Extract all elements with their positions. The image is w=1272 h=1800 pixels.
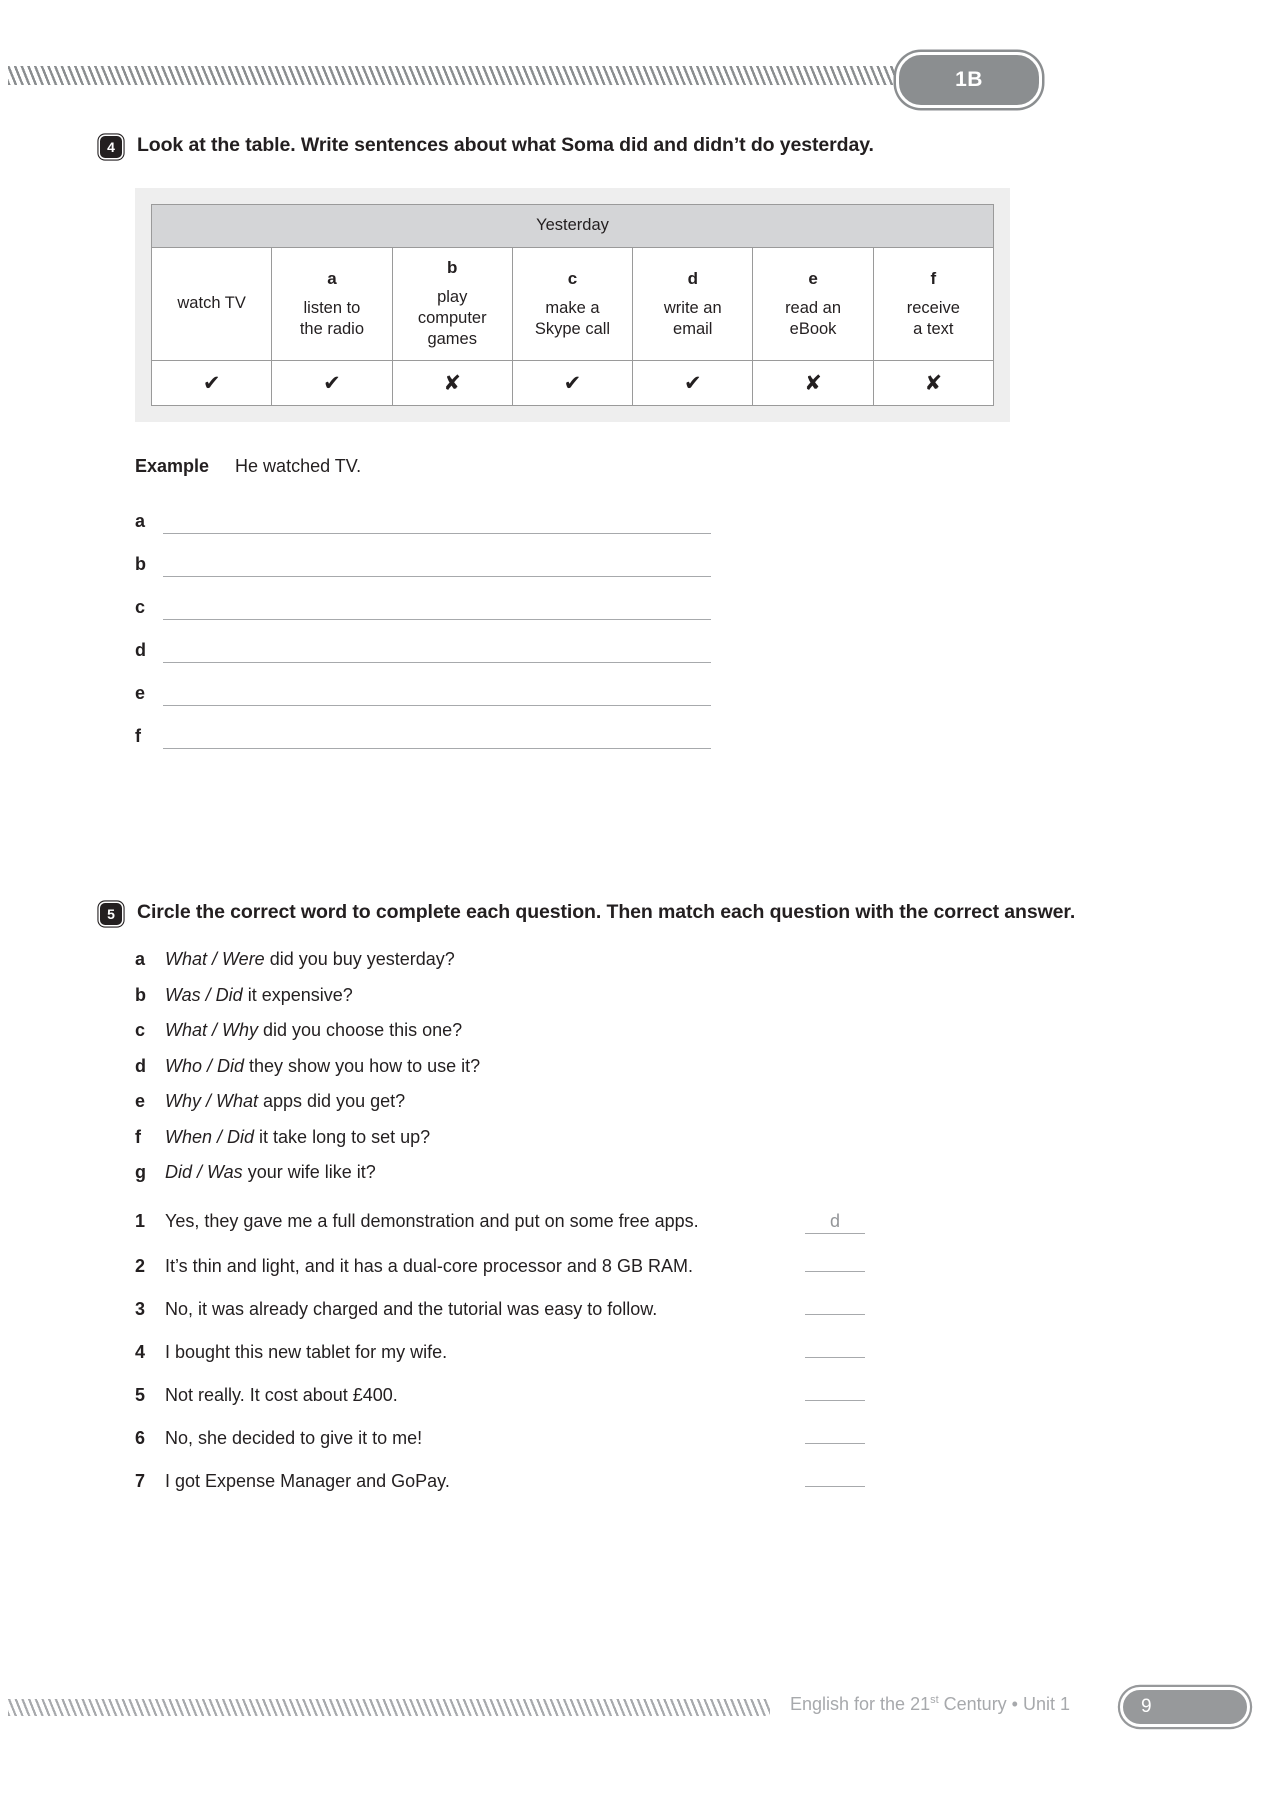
question-remainder: it expensive? — [242, 984, 353, 1005]
mark-glyph: ✔ — [563, 370, 582, 395]
answer-blank-letter: b — [135, 554, 146, 574]
example-sentence: He watched TV. — [235, 456, 362, 476]
table-activity-text: eBook — [789, 319, 837, 338]
soma-table-container — [135, 188, 1010, 422]
table-column-letter: e — [808, 269, 818, 289]
question-text — [165, 1162, 376, 1183]
mark-glyph: ✘ — [804, 370, 822, 395]
page-number-badge: 9 — [1120, 1687, 1250, 1727]
match-blank[interactable] — [805, 1379, 865, 1401]
answer-number: 1 — [135, 1211, 146, 1231]
page-header — [0, 52, 1272, 108]
exercise-5 — [100, 900, 1160, 1508]
answer-text: I bought this new tablet for my wife. — [165, 1342, 448, 1362]
unit-badge: 1B — [896, 52, 1042, 108]
mark-glyph: ✔ — [202, 370, 221, 395]
answer-blank-row — [135, 706, 1160, 749]
answer-number: 6 — [135, 1428, 146, 1448]
match-blank[interactable] — [805, 1336, 865, 1358]
answer-text: No, she decided to give it to me! — [165, 1428, 423, 1448]
answer-row — [135, 1422, 1160, 1449]
answer-text: It’s thin and light, and it has a dual-core processor and 8 GB RAM. — [165, 1256, 693, 1276]
table-activity-text: read an — [785, 298, 842, 317]
answer-blank-row — [135, 620, 1160, 663]
table-activity-cell-e — [753, 248, 873, 361]
answer-write-line[interactable] — [163, 661, 711, 663]
example-row — [135, 456, 1160, 477]
page-footer — [0, 1680, 1272, 1740]
table-activity-cell-c — [512, 248, 632, 361]
question-letter: c — [135, 1020, 146, 1040]
answer-row — [135, 1379, 1160, 1406]
answer-write-line[interactable] — [163, 575, 711, 577]
table-column-letter: a — [327, 269, 337, 289]
match-blank[interactable] — [805, 1250, 865, 1272]
footer-series-post: Century • Unit 1 — [938, 1694, 1071, 1714]
table-caption-row — [152, 205, 994, 248]
answer-text: Yes, they gave me a full demonstration and put on some free apps. — [165, 1211, 699, 1231]
table-activity-cell-d — [633, 248, 753, 361]
table-activity-row — [152, 248, 994, 361]
match-blank[interactable] — [805, 1465, 865, 1487]
answer-row — [135, 1250, 1160, 1277]
cross-icon — [873, 361, 993, 406]
question-choice-pair[interactable]: What / Why — [165, 1020, 259, 1040]
question-letter: b — [135, 984, 146, 1005]
answer-row — [135, 1293, 1160, 1320]
table-activity-text: a text — [913, 319, 954, 338]
mark-glyph: ✔ — [323, 370, 341, 395]
table-activity-text: listen to — [303, 298, 361, 317]
footer-hatch-rule — [8, 1697, 770, 1718]
exercise-5-instruction: Circle the correct word to complete each question. Then match each question with the correct answer. — [137, 901, 1076, 923]
exercise-5-number-badge: 5 — [100, 903, 122, 925]
answer-number: 5 — [135, 1385, 146, 1405]
answer-write-line[interactable] — [163, 532, 711, 534]
footer-series-ordinal: st — [930, 1694, 939, 1706]
mark-glyph: ✔ — [683, 370, 702, 395]
question-choice-pair[interactable]: Why / What — [165, 1091, 259, 1111]
question-remainder: your wife like it? — [242, 1162, 376, 1182]
table-activity-text: games — [427, 330, 477, 349]
check-icon — [152, 361, 272, 406]
table-column-letter: f — [930, 269, 937, 289]
check-icon — [512, 361, 632, 406]
question-text — [165, 1056, 480, 1077]
table-activity-text: play — [437, 288, 468, 307]
cross-icon — [753, 361, 873, 406]
answer-row — [135, 1336, 1160, 1363]
table-activity-text: email — [673, 319, 713, 338]
table-column-letter: c — [567, 269, 578, 289]
answer-row — [135, 1211, 1160, 1234]
question-row — [135, 949, 1160, 970]
table-activity-text: write an — [663, 298, 722, 317]
header-hatch-rule — [8, 64, 1038, 87]
mark-glyph: ✘ — [443, 370, 461, 395]
question-choice-pair[interactable]: When / Did — [165, 1126, 255, 1147]
answer-write-line[interactable] — [163, 704, 711, 706]
table-activity-text: receive — [906, 298, 960, 317]
table-activity-text: watch TV — [177, 294, 246, 313]
table-caption-cell: Yesterday — [152, 205, 994, 248]
question-text — [165, 1127, 430, 1148]
example-label: Example — [135, 456, 210, 476]
answer-blank-list — [135, 491, 1160, 749]
table-mark-row — [152, 361, 994, 406]
question-remainder: it take long to set up? — [254, 1126, 431, 1147]
question-letter: a — [135, 949, 146, 969]
question-remainder: did you buy yesterday? — [264, 949, 455, 969]
match-blank[interactable]: d — [805, 1212, 865, 1234]
question-text — [165, 985, 353, 1006]
exercise-4-heading — [100, 133, 1160, 158]
exercise-4-number-badge: 4 — [100, 136, 122, 158]
question-remainder: apps did you get? — [258, 1091, 406, 1111]
question-row — [135, 1091, 1160, 1112]
answer-number: 3 — [135, 1299, 146, 1319]
match-blank[interactable] — [805, 1422, 865, 1444]
question-row — [135, 1020, 1160, 1041]
question-row — [135, 1162, 1160, 1183]
question-choice-pair[interactable]: Did / Was — [165, 1162, 243, 1182]
answer-blank-letter: c — [135, 597, 146, 617]
check-icon — [633, 361, 753, 406]
question-letter: g — [135, 1162, 146, 1182]
soma-activity-table — [151, 204, 994, 406]
question-remainder: did you choose this one? — [258, 1020, 463, 1040]
question-remainder: they show you how to use it? — [244, 1055, 481, 1076]
table-activity-text: make a — [545, 298, 600, 317]
answer-write-line[interactable] — [163, 618, 711, 620]
table-activity-cell-example — [152, 248, 272, 361]
check-icon — [272, 361, 392, 406]
question-list — [135, 949, 1160, 1183]
answer-blank-letter: f — [135, 726, 141, 746]
table-column-letter: d — [687, 269, 698, 289]
question-text — [165, 1020, 462, 1041]
answer-row — [135, 1465, 1160, 1492]
question-row — [135, 1056, 1160, 1077]
answer-text: I got Expense Manager and GoPay. — [165, 1471, 450, 1491]
answer-blank-row — [135, 663, 1160, 706]
table-activity-text: Skype call — [534, 319, 611, 338]
question-choice-pair[interactable]: Was / Did — [165, 984, 243, 1005]
answer-list — [135, 1211, 1160, 1492]
answer-text: Not really. It cost about £400. — [165, 1385, 398, 1405]
answer-blank-letter: a — [135, 511, 146, 531]
answer-number: 4 — [135, 1342, 146, 1362]
exercise-5-heading — [100, 900, 1160, 925]
question-letter: d — [135, 1055, 146, 1076]
match-blank[interactable] — [805, 1293, 865, 1315]
exercise-4 — [100, 133, 1160, 749]
question-text — [165, 949, 455, 970]
table-activity-cell-b — [392, 248, 512, 361]
answer-blank-letter: e — [135, 683, 146, 703]
exercise-4-instruction: Look at the table. Write sentences about what Soma did and didn’t do yesterday. — [137, 134, 874, 156]
question-text — [165, 1091, 405, 1112]
answer-number: 2 — [135, 1256, 146, 1276]
answer-blank-row — [135, 491, 1160, 534]
answer-write-line[interactable] — [163, 747, 711, 749]
question-row — [135, 1127, 1160, 1148]
table-activity-cell-f — [873, 248, 993, 361]
table-activity-text: computer — [417, 309, 487, 328]
answer-blank-letter: d — [135, 640, 146, 660]
table-activity-cell-a — [272, 248, 392, 361]
answer-text: No, it was already charged and the tutorial was easy to follow. — [165, 1299, 658, 1319]
question-letter: e — [135, 1091, 146, 1111]
footer-series-pre: English for the 21 — [790, 1694, 931, 1714]
table-activity-text: the radio — [299, 319, 365, 338]
answer-blank-row — [135, 534, 1160, 577]
question-row — [135, 985, 1160, 1006]
question-letter: f — [135, 1126, 141, 1147]
question-choice-pair[interactable]: What / Were — [165, 949, 265, 969]
question-choice-pair[interactable]: Who / Did — [165, 1055, 245, 1076]
cross-icon — [392, 361, 512, 406]
table-column-letter: b — [447, 258, 458, 278]
mark-glyph: ✘ — [924, 370, 943, 395]
answer-number: 7 — [135, 1471, 146, 1491]
footer-series-text — [790, 1694, 1070, 1715]
answer-blank-row — [135, 577, 1160, 620]
